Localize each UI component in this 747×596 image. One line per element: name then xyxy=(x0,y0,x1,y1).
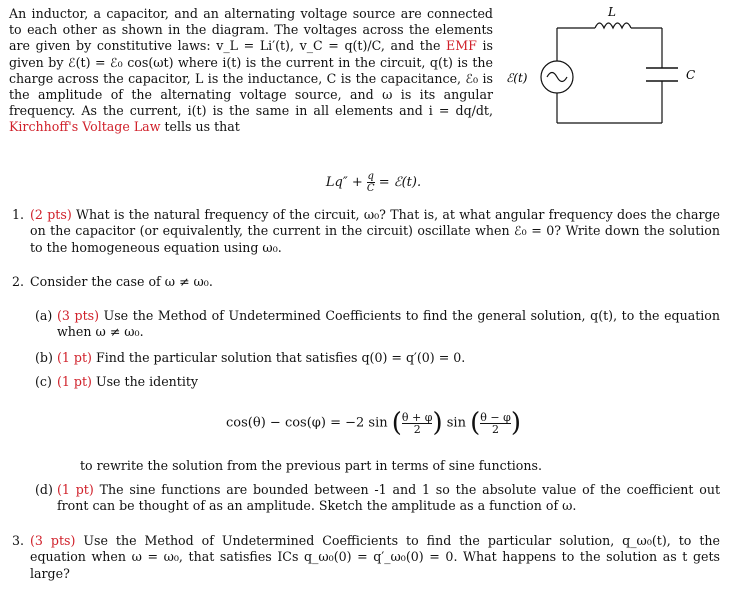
fraction-denominator: C xyxy=(366,183,375,194)
inductor-label: L xyxy=(608,5,616,19)
points-badge: (1 pt) xyxy=(57,482,94,497)
points-badge: (1 pt) xyxy=(57,350,92,365)
question-2b xyxy=(35,350,720,366)
right-paren: ) xyxy=(510,408,521,438)
main-equation xyxy=(0,171,747,194)
question-1 xyxy=(12,207,720,256)
points-badge: (3 pts) xyxy=(30,533,76,548)
equation-fraction xyxy=(367,171,375,194)
capacitor-label: C xyxy=(686,68,696,82)
points-badge: (3 pts) xyxy=(57,308,100,323)
kvl-link[interactable]: Kirchhoff's Voltage Law xyxy=(9,119,161,135)
equation-lhs: Lq″ + xyxy=(325,175,363,190)
identity-lhs: cos(θ) − cos(φ) = −2 sin xyxy=(226,415,388,431)
fraction-denominator: 2 xyxy=(480,423,511,435)
fraction-numerator: θ − φ xyxy=(480,410,511,424)
source-label: ℰ(t) xyxy=(506,71,528,85)
fraction-numerator: θ + φ xyxy=(401,410,433,424)
identity-equation xyxy=(0,408,747,438)
fraction-denominator: 2 xyxy=(402,423,433,435)
subpart-text: Find the particular solution that satisfies q(0) = q′(0) = 0. xyxy=(91,350,466,365)
question-number: 3. xyxy=(12,533,25,548)
question-2a xyxy=(35,308,720,341)
points-badge: (2 pts) xyxy=(30,207,72,222)
intro-text-3: tells us that xyxy=(160,119,240,135)
question-3 xyxy=(12,533,720,582)
subpart-label: (b) xyxy=(35,350,53,365)
intro-paragraph xyxy=(9,6,493,136)
subpart-label: (a) xyxy=(35,308,53,323)
intro-text-1: An inductor, a capacitor, and an alternating voltage source are connected to each other as shown in the diagram. The voltages across the elements are given by constitutive laws: v_L = Li′(t), v_C = q(t)/C, and the xyxy=(9,6,493,54)
emf-link[interactable]: EMF xyxy=(446,38,477,54)
points-badge: (1 pt) xyxy=(57,374,92,389)
question-text: Consider the case of ω ≠ ω₀. xyxy=(30,274,213,289)
inductor-icon xyxy=(595,23,631,28)
question-2d xyxy=(35,482,720,515)
subpart-label: (d) xyxy=(35,482,53,497)
question-2 xyxy=(12,274,720,290)
equation-rhs: = ℰ(t). xyxy=(378,175,422,190)
subpart-text: The sine functions are bounded between -1 and 1 so the absolute value of the coefficient out front can be thought of as an amplitude. Sketch the amplitude as a function of ω. xyxy=(57,482,720,514)
left-paren: ( xyxy=(470,408,481,438)
fraction-numerator: q xyxy=(367,171,374,182)
identity-fraction-1 xyxy=(402,412,433,435)
ac-source-icon xyxy=(541,61,573,93)
intro-text-2: is given by ℰ(t) = ℰ₀ cos(ωt) where i(t) is the current in the circuit, q(t) is the charge across the capacitor, L is the inductance, C is the capacitance, ℰ₀ is the amplitude of the alternating voltage source, and ω is its angular frequency. As the current, i(t) is the same in all elements and i = dq/dt, xyxy=(9,38,493,119)
question-number: 2. xyxy=(12,274,25,289)
subpart-label: (c) xyxy=(35,374,52,389)
question-text: Use the Method of Undetermined Coefficients to find the particular solution, q_ω₀(t), to the equation when ω = ω₀, that satisfies ICs q_ω₀(0) = q′_ω₀(0) = 0. What happens to the solution as t gets large? xyxy=(30,533,720,581)
identity-sin: sin xyxy=(446,415,466,431)
question-text: What is the natural frequency of the circuit, ω₀? That is, at what angular frequency does the charge on the capacitor (or equivalently, the current in the circuit) oscillate when ℰ₀ = 0? Write down the solution to the homogeneous equation using ω₀. xyxy=(30,207,720,255)
identity-fraction-2 xyxy=(480,412,511,435)
question-2c xyxy=(35,374,720,390)
circuit-diagram xyxy=(500,4,740,130)
question-2c-followup: to rewrite the solution from the previous part in terms of sine functions. xyxy=(80,458,542,473)
question-number: 1. xyxy=(12,207,25,222)
subpart-text: Use the Method of Undetermined Coefficients to find the general solution, q(t), to the equation when ω ≠ ω₀. xyxy=(57,308,720,340)
left-paren: ( xyxy=(391,408,402,438)
capacitor-icon xyxy=(646,68,678,81)
right-paren: ) xyxy=(432,408,443,438)
subpart-text: Use the identity xyxy=(91,374,199,389)
